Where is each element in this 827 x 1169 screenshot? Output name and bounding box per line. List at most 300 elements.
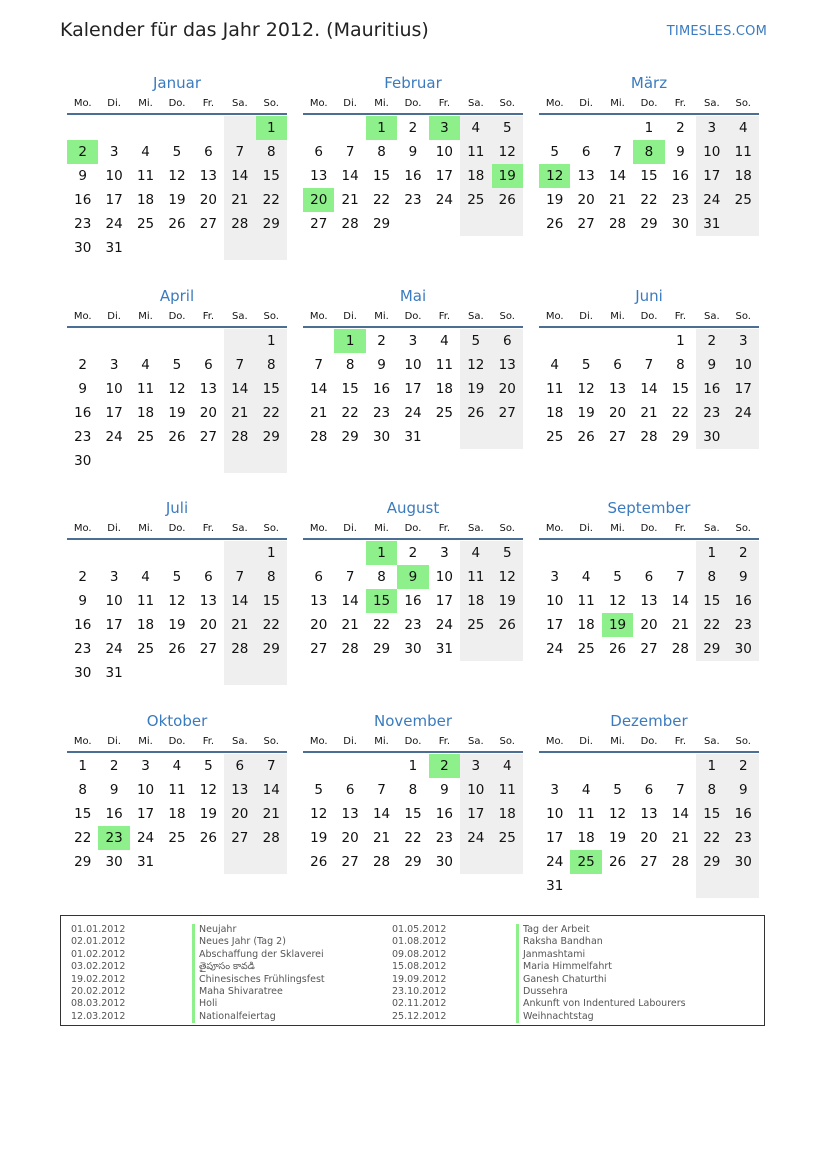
- day-cell: 8: [345, 357, 355, 373]
- day-cell: 26: [492, 613, 523, 637]
- weekday-label: Do.: [404, 736, 422, 747]
- empty-cell: [224, 541, 255, 565]
- day-cell: 16: [404, 593, 422, 609]
- day-cell: 11: [492, 778, 523, 802]
- weekday-label: Di.: [107, 523, 121, 534]
- weekday-label: Do.: [640, 736, 658, 747]
- day-cell: 4: [728, 116, 759, 140]
- day-cell: 13: [199, 593, 217, 609]
- day-cell: 29: [640, 216, 658, 232]
- day-cell: 3: [696, 116, 727, 140]
- day-cell: 29: [372, 216, 391, 232]
- weekday-label: Fr.: [674, 736, 687, 747]
- empty-cell: [334, 116, 365, 140]
- weekday-header: [539, 307, 759, 328]
- day-cell: 3: [408, 333, 418, 349]
- day-cell: 8: [408, 782, 418, 798]
- day-cell: 15: [696, 589, 727, 613]
- day-cell: 6: [581, 144, 591, 160]
- day-cell: 18: [728, 164, 759, 188]
- month-calendar: [539, 285, 759, 449]
- day-cell: 4: [172, 758, 182, 774]
- day-cell: 10: [546, 593, 564, 609]
- day-cell: 7: [256, 754, 287, 778]
- weekday-header: [303, 732, 523, 753]
- holiday-day-cell: 2: [67, 140, 98, 164]
- holiday-names-right: [516, 924, 686, 1023]
- day-cell: 24: [546, 641, 564, 657]
- empty-cell: [303, 754, 334, 778]
- day-cell: 5: [314, 782, 323, 798]
- empty-cell: [602, 329, 633, 353]
- weekday-label: Mo.: [309, 523, 328, 534]
- day-cell: 15: [256, 589, 287, 613]
- day-cell: 21: [310, 405, 328, 421]
- day-cell: 13: [310, 168, 328, 184]
- empty-cell: [161, 541, 192, 565]
- month-calendar: [67, 710, 287, 874]
- day-cell: 18: [435, 381, 453, 397]
- day-cell: 27: [640, 641, 658, 657]
- day-grid: [67, 754, 287, 874]
- weekday-label: Mo.: [545, 98, 564, 109]
- weekday-label: Fr.: [202, 736, 215, 747]
- weekday-label: Do.: [404, 98, 422, 109]
- day-cell: 13: [640, 806, 658, 822]
- day-cell: 15: [671, 381, 689, 397]
- day-cell: 27: [199, 641, 217, 657]
- empty-cell: [633, 874, 664, 898]
- day-cell: 14: [341, 593, 359, 609]
- day-cell: 28: [372, 854, 391, 870]
- day-cell: 16: [728, 589, 759, 613]
- day-cell: 6: [204, 357, 213, 373]
- day-cell: 5: [172, 144, 182, 160]
- day-cell: 15: [341, 381, 359, 397]
- empty-cell: [633, 329, 664, 353]
- weekday-label: So.: [499, 98, 515, 109]
- day-cell: 19: [608, 830, 627, 846]
- holiday-name: Chinesisches Frühlingsfest: [192, 974, 325, 986]
- day-cell: 14: [640, 381, 658, 397]
- month-calendar: [303, 285, 523, 449]
- day-cell: 9: [440, 782, 449, 798]
- day-cell: 31: [435, 641, 453, 657]
- day-cell: 16: [404, 168, 422, 184]
- day-cell: 27: [224, 826, 255, 850]
- day-cell: 20: [608, 405, 627, 421]
- empty-cell: [460, 425, 491, 449]
- day-cell: 5: [613, 569, 622, 585]
- empty-cell: [460, 212, 491, 236]
- holiday-date: 09.08.2012: [392, 948, 447, 960]
- holiday-date: 25.12.2012: [392, 1010, 447, 1022]
- empty-cell: [256, 850, 287, 874]
- empty-cell: [256, 449, 287, 473]
- day-cell: 10: [546, 806, 564, 822]
- month-name: Dezember: [610, 712, 688, 730]
- day-cell: 11: [136, 381, 155, 397]
- month-calendar: [539, 497, 759, 661]
- day-cell: 3: [109, 144, 119, 160]
- day-cell: 18: [546, 405, 564, 421]
- weekday-label: Fr.: [438, 311, 451, 322]
- weekday-label: Mo.: [73, 736, 92, 747]
- weekday-header: [303, 94, 523, 115]
- weekday-label: Do.: [404, 523, 422, 534]
- holiday-date: 01.02.2012: [71, 948, 126, 960]
- day-cell: 1: [676, 333, 685, 349]
- holiday-name: Weihnachtstag: [516, 1011, 686, 1023]
- day-cell: 28: [671, 854, 689, 870]
- empty-cell: [665, 754, 696, 778]
- day-cell: 4: [550, 357, 559, 373]
- weekday-label: Mo.: [545, 523, 564, 534]
- empty-cell: [193, 449, 224, 473]
- day-cell: 18: [136, 405, 155, 421]
- day-cell: 3: [550, 782, 559, 798]
- holiday-name: Neujahr: [192, 924, 325, 936]
- weekday-label: So.: [735, 523, 751, 534]
- weekday-label: Sa.: [231, 736, 248, 747]
- holiday-date: 12.03.2012: [71, 1010, 126, 1022]
- day-cell: 14: [671, 593, 689, 609]
- day-cell: 29: [341, 429, 359, 445]
- empty-cell: [161, 236, 192, 260]
- day-cell: 6: [492, 329, 523, 353]
- empty-cell: [429, 212, 460, 236]
- day-cell: 7: [224, 140, 255, 164]
- empty-cell: [98, 116, 129, 140]
- weekday-label: So.: [735, 736, 751, 747]
- day-cell: 7: [314, 357, 323, 373]
- day-cell: 13: [199, 381, 217, 397]
- month-name: Oktober: [146, 712, 208, 730]
- holiday-dates-left: [71, 924, 125, 1023]
- day-cell: 14: [256, 778, 287, 802]
- day-cell: 10: [105, 593, 123, 609]
- day-cell: 14: [224, 164, 255, 188]
- site-link[interactable]: TIMESLES.COM: [666, 24, 767, 39]
- day-cell: 12: [608, 806, 627, 822]
- empty-cell: [193, 236, 224, 260]
- day-cell: 2: [408, 120, 418, 136]
- day-cell: 2: [109, 758, 119, 774]
- day-cell: 24: [105, 641, 123, 657]
- day-cell: 3: [109, 357, 119, 373]
- day-cell: 26: [199, 830, 217, 846]
- day-cell: 10: [435, 144, 453, 160]
- day-cell: 17: [105, 617, 123, 633]
- day-cell: 2: [78, 357, 87, 373]
- day-grid: [303, 329, 523, 449]
- empty-cell: [633, 541, 664, 565]
- day-cell: 26: [168, 216, 186, 232]
- day-cell: 22: [256, 401, 287, 425]
- weekday-label: Sa.: [467, 523, 484, 534]
- day-cell: 2: [676, 120, 685, 136]
- weekday-label: Do.: [168, 736, 186, 747]
- day-grid: [539, 329, 759, 449]
- day-cell: 27: [341, 854, 359, 870]
- day-cell: 8: [377, 569, 386, 585]
- day-cell: 16: [105, 806, 123, 822]
- day-grid: [67, 329, 287, 473]
- day-cell: 17: [728, 377, 759, 401]
- holiday-day-cell: 20: [303, 188, 334, 212]
- day-cell: 25: [460, 613, 491, 637]
- weekday-label: Sa.: [703, 311, 720, 322]
- day-cell: 3: [728, 329, 759, 353]
- weekday-label: So.: [499, 523, 515, 534]
- weekday-label: Fr.: [674, 311, 687, 322]
- weekday-label: Mo.: [309, 98, 328, 109]
- day-cell: 31: [696, 212, 727, 236]
- holiday-name: Abschaffung der Sklaverei: [192, 949, 325, 961]
- day-cell: 2: [377, 333, 386, 349]
- day-cell: 28: [224, 425, 255, 449]
- day-grid: [67, 541, 287, 685]
- day-cell: 4: [141, 569, 150, 585]
- empty-cell: [130, 236, 161, 260]
- day-cell: 18: [460, 164, 491, 188]
- day-cell: 2: [78, 569, 87, 585]
- weekday-label: So.: [499, 311, 515, 322]
- day-cell: 7: [377, 782, 386, 798]
- weekday-label: Mi.: [610, 311, 625, 322]
- holiday-date: 01.01.2012: [71, 924, 126, 935]
- weekday-header: [67, 94, 287, 115]
- weekday-label: Fr.: [438, 523, 451, 534]
- month-calendar: [539, 72, 759, 236]
- day-cell: 7: [644, 357, 654, 373]
- holiday-day-cell: 12: [539, 164, 570, 188]
- weekday-label: So.: [735, 98, 751, 109]
- weekday-label: Mi.: [610, 98, 625, 109]
- day-cell: 5: [172, 569, 182, 585]
- holiday-day-cell: 2: [429, 754, 460, 778]
- day-cell: 6: [613, 357, 622, 373]
- day-cell: 7: [613, 144, 622, 160]
- day-cell: 27: [640, 854, 658, 870]
- month-calendar: [539, 710, 759, 898]
- day-cell: 7: [676, 782, 685, 798]
- empty-cell: [224, 116, 255, 140]
- day-cell: 4: [460, 116, 491, 140]
- weekday-label: Fr.: [438, 98, 451, 109]
- day-cell: 24: [136, 830, 155, 846]
- day-cell: 28: [608, 216, 627, 232]
- day-cell: 19: [492, 589, 523, 613]
- empty-cell: [161, 449, 192, 473]
- day-cell: 5: [460, 329, 491, 353]
- day-cell: 6: [314, 144, 323, 160]
- day-cell: 16: [372, 381, 391, 397]
- day-cell: 4: [581, 569, 591, 585]
- day-cell: 18: [460, 589, 491, 613]
- day-cell: 27: [199, 216, 217, 232]
- day-cell: 20: [640, 617, 658, 633]
- day-cell: 12: [168, 168, 186, 184]
- weekday-label: So.: [263, 736, 279, 747]
- day-cell: 26: [577, 429, 595, 445]
- empty-cell: [665, 874, 696, 898]
- weekday-label: So.: [263, 311, 279, 322]
- day-cell: 30: [105, 854, 123, 870]
- day-cell: 13: [341, 806, 359, 822]
- empty-cell: [193, 541, 224, 565]
- day-cell: 6: [204, 144, 213, 160]
- weekday-label: Sa.: [231, 523, 248, 534]
- empty-cell: [334, 541, 365, 565]
- day-cell: 7: [224, 565, 255, 589]
- empty-cell: [193, 329, 224, 353]
- holiday-name: Neues Jahr (Tag 2): [192, 936, 325, 948]
- day-cell: 19: [168, 617, 186, 633]
- day-cell: 25: [492, 826, 523, 850]
- empty-cell: [570, 754, 601, 778]
- day-cell: 15: [256, 164, 287, 188]
- day-grid: [539, 116, 759, 236]
- day-cell: 11: [435, 357, 453, 373]
- empty-cell: [570, 116, 601, 140]
- weekday-label: Di.: [107, 311, 121, 322]
- day-cell: 23: [728, 826, 759, 850]
- month-name: Juni: [635, 287, 663, 305]
- weekday-label: Fr.: [202, 98, 215, 109]
- holiday-day-cell: 1: [366, 116, 397, 140]
- day-grid: [539, 754, 759, 898]
- empty-cell: [366, 754, 397, 778]
- empty-cell: [67, 116, 98, 140]
- month-name: August: [386, 499, 440, 517]
- empty-cell: [728, 212, 759, 236]
- empty-cell: [130, 449, 161, 473]
- weekday-label: Fr.: [202, 523, 215, 534]
- weekday-label: Sa.: [703, 523, 720, 534]
- empty-cell: [98, 449, 129, 473]
- day-cell: 2: [728, 754, 759, 778]
- holiday-date: 02.01.2012: [71, 936, 126, 948]
- day-cell: 1: [256, 329, 287, 353]
- day-cell: 21: [671, 830, 689, 846]
- day-cell: 22: [372, 617, 391, 633]
- weekday-label: Di.: [107, 98, 121, 109]
- day-cell: 16: [74, 617, 92, 633]
- day-cell: 24: [105, 429, 123, 445]
- day-cell: 10: [136, 782, 155, 798]
- day-cell: 17: [696, 164, 727, 188]
- weekday-label: Di.: [343, 736, 357, 747]
- empty-cell: [602, 754, 633, 778]
- empty-cell: [98, 541, 129, 565]
- day-cell: 21: [256, 802, 287, 826]
- day-cell: 9: [78, 168, 87, 184]
- day-cell: 23: [728, 613, 759, 637]
- day-cell: 19: [168, 192, 186, 208]
- day-cell: 10: [460, 778, 491, 802]
- day-grid: [303, 116, 523, 236]
- day-cell: 23: [372, 405, 391, 421]
- empty-cell: [539, 329, 570, 353]
- weekday-label: So.: [263, 523, 279, 534]
- holiday-name: Dussehra: [516, 986, 686, 998]
- day-cell: 6: [204, 569, 213, 585]
- day-cell: 23: [74, 429, 92, 445]
- empty-cell: [67, 541, 98, 565]
- holiday-name: Nationalfeiertag: [192, 1011, 325, 1023]
- day-cell: 28: [341, 216, 359, 232]
- weekday-label: Mi.: [610, 523, 625, 534]
- holiday-list: [60, 915, 765, 1026]
- day-cell: 10: [404, 357, 422, 373]
- day-cell: 11: [577, 593, 595, 609]
- weekday-label: Di.: [343, 523, 357, 534]
- weekday-label: Mo.: [545, 311, 564, 322]
- day-cell: 29: [404, 854, 422, 870]
- day-cell: 13: [224, 778, 255, 802]
- empty-cell: [728, 425, 759, 449]
- empty-cell: [256, 661, 287, 685]
- day-cell: 19: [546, 192, 564, 208]
- day-cell: 30: [696, 425, 727, 449]
- day-cell: 16: [671, 168, 689, 184]
- empty-cell: [570, 874, 601, 898]
- day-cell: 13: [577, 168, 595, 184]
- day-cell: 6: [644, 782, 654, 798]
- day-cell: 1: [696, 541, 727, 565]
- day-cell: 4: [492, 754, 523, 778]
- day-cell: 11: [577, 806, 595, 822]
- month-name: April: [159, 287, 195, 305]
- month-name: September: [607, 499, 691, 517]
- day-cell: 26: [492, 188, 523, 212]
- holiday-day-cell: 19: [492, 164, 523, 188]
- day-cell: 19: [199, 806, 217, 822]
- holiday-name: Maria Himmelfahrt: [516, 961, 686, 973]
- weekday-header: [67, 519, 287, 540]
- day-cell: 20: [640, 830, 658, 846]
- holiday-name: Ganesh Chaturthi: [516, 974, 686, 986]
- holiday-name: Ankunft von Indentured Labourers: [516, 998, 686, 1010]
- day-cell: 22: [640, 192, 658, 208]
- weekday-label: Sa.: [231, 311, 248, 322]
- day-cell: 10: [105, 168, 123, 184]
- empty-cell: [334, 754, 365, 778]
- weekday-label: Do.: [168, 311, 186, 322]
- day-cell: 23: [404, 192, 422, 208]
- empty-cell: [130, 541, 161, 565]
- day-cell: 24: [435, 617, 453, 633]
- day-cell: 30: [435, 854, 453, 870]
- holiday-day-cell: 19: [602, 613, 633, 637]
- day-cell: 25: [136, 429, 155, 445]
- day-cell: 31: [105, 240, 123, 256]
- day-cell: 18: [577, 830, 595, 846]
- empty-cell: [224, 449, 255, 473]
- day-cell: 7: [345, 144, 355, 160]
- month-name: Januar: [153, 74, 201, 92]
- day-cell: 24: [404, 405, 422, 421]
- empty-cell: [633, 754, 664, 778]
- holiday-date: 01.08.2012: [392, 936, 447, 948]
- day-cell: 12: [310, 806, 328, 822]
- day-cell: 30: [671, 216, 689, 232]
- day-cell: 4: [141, 357, 150, 373]
- day-cell: 19: [460, 377, 491, 401]
- day-cell: 24: [435, 192, 453, 208]
- weekday-label: Di.: [343, 311, 357, 322]
